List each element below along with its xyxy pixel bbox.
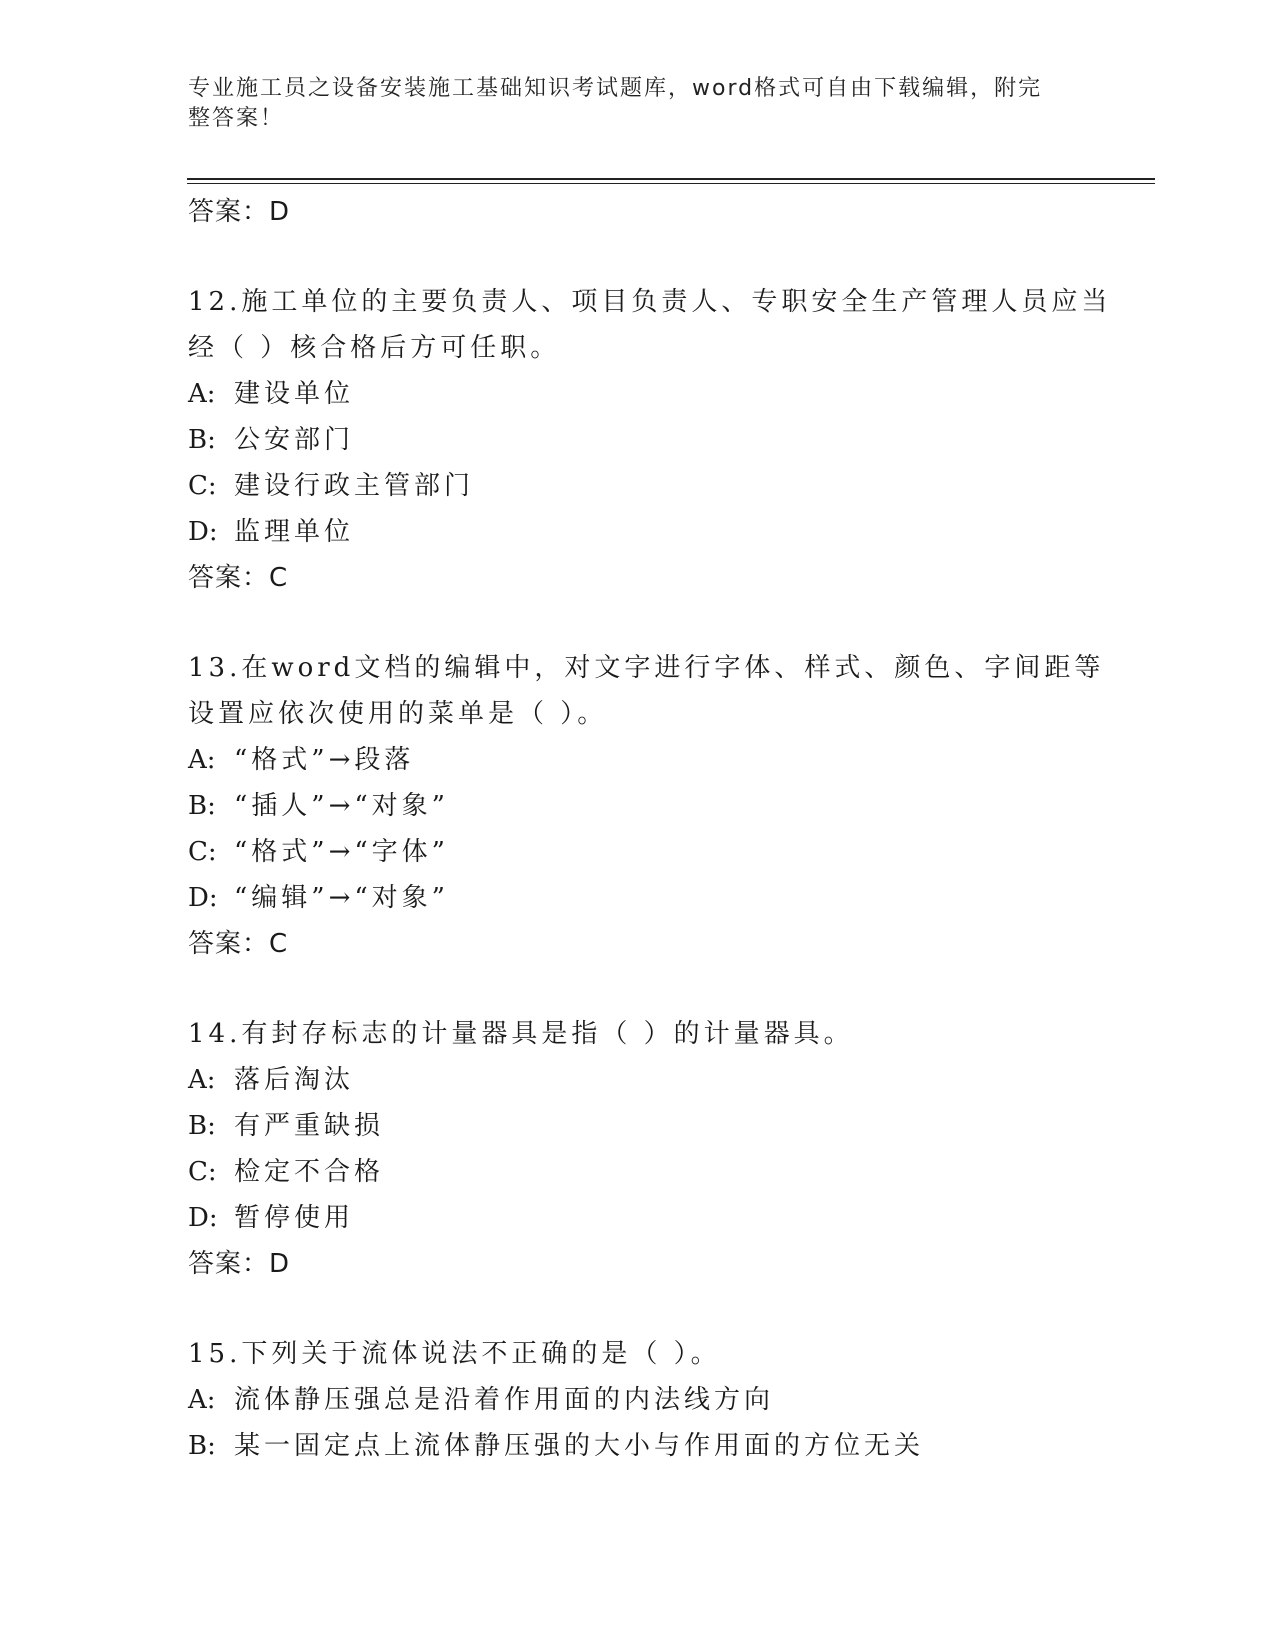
- option-text: “插人”→“对象”: [234, 791, 449, 821]
- option-text: “格式”→段落: [234, 745, 415, 775]
- option-row: [188, 1377, 1128, 1423]
- option-row: [188, 1423, 1128, 1469]
- question-block: [188, 1331, 1128, 1469]
- option-text: 监理单位: [234, 517, 355, 547]
- question-block: [188, 1011, 1128, 1331]
- option-text: 建设行政主管部门: [234, 471, 475, 501]
- option-letter: A:: [188, 1385, 216, 1415]
- option-row: [188, 1057, 1128, 1103]
- option-row: [188, 737, 1128, 783]
- header-rule-thick: [187, 178, 1155, 180]
- spacer: [188, 967, 1128, 1011]
- option-row: [188, 417, 1128, 463]
- option-row: [188, 509, 1128, 555]
- question-list: [188, 189, 1128, 1469]
- option-letter: D:: [188, 883, 218, 913]
- option-letter: C:: [188, 837, 217, 867]
- answer-line: 答案：C: [188, 929, 289, 959]
- spacer: [188, 601, 1128, 645]
- question-stem-line: 14.有封存标志的计量器具是指（ ）的计量器具。: [188, 1019, 854, 1049]
- option-text: “编辑”→“对象”: [234, 883, 449, 913]
- option-text: 公安部门: [234, 425, 355, 455]
- option-letter: A:: [188, 745, 216, 775]
- question-stem-line: 12.施工单位的主要负责人、项目负责人、专职安全生产管理人员应当: [188, 287, 1112, 317]
- question-stem-line: 13.在word文档的编辑中，对文字进行字体、样式、颜色、字间距等: [188, 653, 1105, 683]
- option-row: [188, 371, 1128, 417]
- option-text: 有严重缺损: [234, 1111, 385, 1141]
- option-row: [188, 875, 1128, 921]
- header-rule-thin: [187, 183, 1155, 184]
- option-letter: A:: [188, 379, 216, 409]
- option-text: 暂停使用: [234, 1203, 355, 1233]
- question-stem-line: 15.下列关于流体说法不正确的是（ ）。: [188, 1339, 721, 1369]
- option-text: 流体静压强总是沿着作用面的内法线方向: [234, 1385, 775, 1415]
- header-line-2: 整答案！: [188, 106, 285, 131]
- question-block: [188, 279, 1128, 645]
- question-stem-line: 经（ ）核合格后方可任职。: [188, 333, 561, 363]
- option-text: 检定不合格: [234, 1157, 385, 1187]
- option-row: [188, 1195, 1128, 1241]
- questions-container: [188, 279, 1128, 1469]
- option-row: [188, 463, 1128, 509]
- option-letter: C:: [188, 471, 217, 501]
- option-text: 建设单位: [234, 379, 355, 409]
- option-letter: B:: [188, 1111, 216, 1141]
- answer-line: 答案：C: [188, 563, 289, 593]
- spacer: [188, 235, 1128, 279]
- question-stem-line: 设置应依次使用的菜单是（ ）。: [188, 699, 608, 729]
- previous-answer: 答案：D: [188, 197, 291, 227]
- spacer: [188, 1287, 1128, 1331]
- option-letter: D:: [188, 517, 218, 547]
- option-row: [188, 1103, 1128, 1149]
- option-letter: B:: [188, 425, 216, 455]
- option-text: 落后淘汰: [234, 1065, 355, 1095]
- option-row: [188, 1149, 1128, 1195]
- option-letter: C:: [188, 1157, 217, 1187]
- option-row: [188, 829, 1128, 875]
- option-letter: B:: [188, 791, 216, 821]
- header-line-1: 专业施工员之设备安装施工基础知识考试题库，word格式可自由下载编辑，附完: [188, 76, 1043, 101]
- question-block: [188, 645, 1128, 1011]
- option-letter: A:: [188, 1065, 216, 1095]
- option-letter: D:: [188, 1203, 218, 1233]
- option-text: 某一固定点上流体静压强的大小与作用面的方位无关: [234, 1431, 925, 1461]
- option-text: “格式”→“字体”: [234, 837, 449, 867]
- document-header: [188, 74, 1068, 134]
- answer-line: 答案：D: [188, 1249, 291, 1279]
- option-letter: B:: [188, 1431, 216, 1461]
- option-row: [188, 783, 1128, 829]
